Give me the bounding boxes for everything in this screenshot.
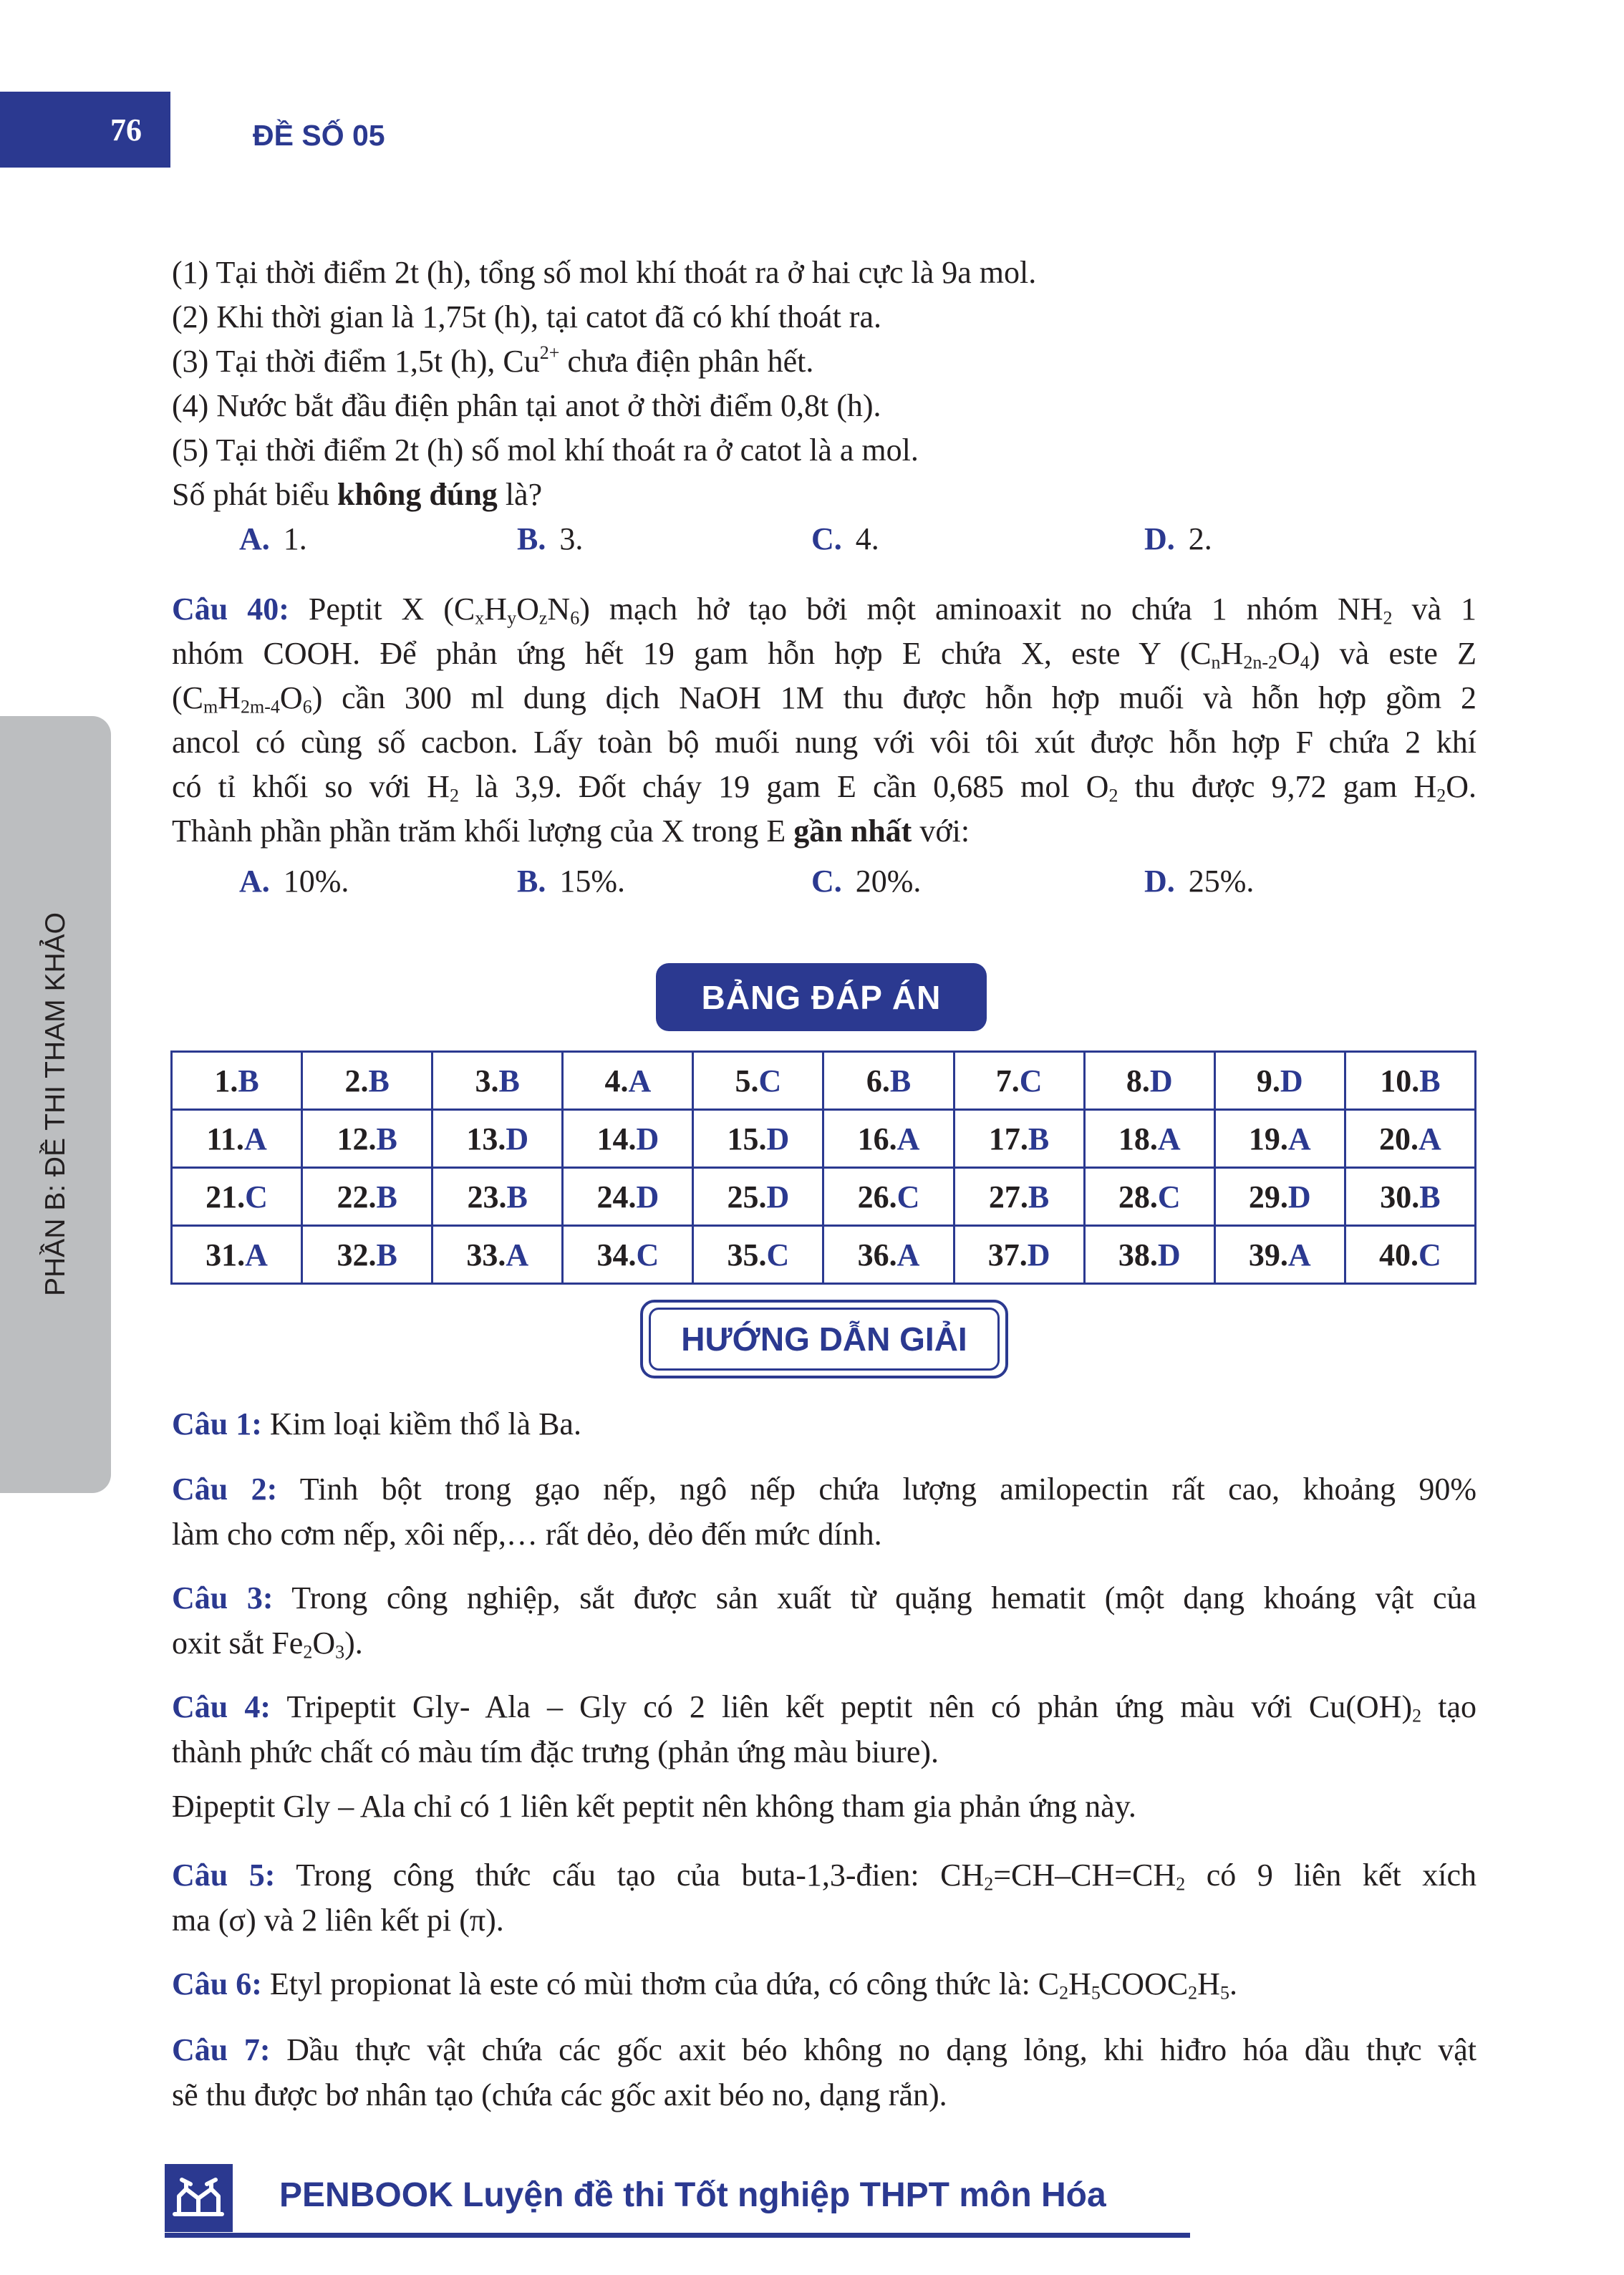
answer-choice: C <box>1418 1237 1441 1272</box>
answer-cell <box>954 1168 1084 1226</box>
answer-cell <box>302 1052 432 1110</box>
q40-body <box>172 587 1476 854</box>
solution-4: Câu 4: Tripeptit Gly- Ala – Gly có 2 liên kết peptit nên có phản ứng màu với $Cu(OH)_2$ tạo thành phức chất có màu tím đặc trưng (phản ứng màu biure). Đipeptit Gly – Ala chỉ có 1 liên kết peptit nên không tham gia phản ứng này. <box>172 1689 1477 1824</box>
answer-number: 37. <box>987 1237 1028 1272</box>
answer-choice: B <box>376 1121 397 1156</box>
footer-title: PENBOOK Luyện đề thi Tốt nghiệp THPT môn Hóa <box>279 2176 1106 2214</box>
answer-choice: C <box>1019 1063 1043 1098</box>
answer-cell <box>1214 1168 1345 1226</box>
answer-cell <box>693 1226 823 1284</box>
answer-number: 34. <box>596 1237 637 1272</box>
answer-choice: B <box>376 1179 397 1214</box>
answer-number: 25. <box>727 1179 767 1214</box>
answer-cell <box>1214 1226 1345 1284</box>
statement-2: (2) Khi thời gian là 1,75t (h), tại catot đã có khí thoát ra. <box>172 299 881 334</box>
answer-choice: A <box>1157 1121 1181 1156</box>
answer-choice: D <box>1027 1237 1050 1272</box>
answer-choice: B <box>1028 1121 1050 1156</box>
q40-options <box>0 859 1624 904</box>
statement-4: (4) Nước bắt đầu điện phân tại anot ở thời điểm 0,8t (h). <box>172 388 881 423</box>
answer-number: 27. <box>988 1179 1028 1214</box>
q39-statements <box>172 251 1476 517</box>
answer-choice: A <box>1418 1121 1441 1156</box>
answer-cell <box>693 1110 823 1168</box>
solutions-heading <box>640 1300 1008 1378</box>
answer-choice: C <box>758 1063 782 1098</box>
answer-cell <box>172 1110 302 1168</box>
answer-choice: B <box>1028 1179 1050 1214</box>
answer-choice: D <box>636 1121 659 1156</box>
answer-row <box>172 1168 1476 1226</box>
q40-option-b: B. 15%. <box>517 864 626 899</box>
answer-cell <box>954 1226 1084 1284</box>
answer-number: 6. <box>866 1063 890 1098</box>
q39-option-d: D. 2. <box>1144 521 1212 556</box>
answer-cell <box>1084 1052 1214 1110</box>
answer-choice: D <box>1149 1063 1173 1098</box>
answer-number: 33. <box>466 1237 506 1272</box>
answer-cell <box>172 1226 302 1284</box>
q40-line-2: nhóm COOH. Để phản ứng hết 19 gam hỗn hợp E chứa X, este Y $(C_nH_{2n-2}O_4)$ và este Z <box>172 636 1476 673</box>
q40-option-d: D. 25%. <box>1144 864 1255 899</box>
answer-number: 30. <box>1380 1179 1420 1214</box>
q40-option-a: A. 10%. <box>239 864 349 899</box>
answer-key-table <box>170 1050 1476 1285</box>
answer-cell <box>432 1168 563 1226</box>
answer-number: 31. <box>206 1237 246 1272</box>
answer-choice: B <box>238 1063 259 1098</box>
answer-cell <box>1084 1110 1214 1168</box>
exam-title: ĐỀ SỐ 05 <box>253 119 385 152</box>
answer-cell <box>1214 1052 1345 1110</box>
answer-choice: A <box>506 1237 529 1272</box>
answer-number: 15. <box>727 1121 767 1156</box>
answer-number: 35. <box>727 1237 767 1272</box>
answer-cell <box>823 1226 954 1284</box>
answer-choice: C <box>245 1179 268 1214</box>
answer-choice: D <box>506 1121 529 1156</box>
page-number: 76 <box>0 92 170 168</box>
answer-cell <box>693 1168 823 1226</box>
solution-5: Câu 5: Trong công thức cấu tạo của buta-1,3-đien: $CH_2=CH-CH=CH_2$ có 9 liên kết xích ma (σ) và 2 liên kết pi (π). <box>172 1858 1476 1938</box>
answer-choice: B <box>506 1179 528 1214</box>
answer-number: 21. <box>206 1179 246 1214</box>
answer-choice: B <box>368 1063 390 1098</box>
answer-number: 12. <box>337 1121 377 1156</box>
answer-choice: D <box>766 1179 790 1214</box>
answer-cell <box>1084 1226 1214 1284</box>
side-tab-label: PHẦN B: ĐỀ THI THAM KHẢO <box>40 912 71 1296</box>
answer-choice: A <box>896 1121 920 1156</box>
answer-number: 13. <box>466 1121 506 1156</box>
q39-prompt: Số phát biểu không đúng là? <box>172 477 543 512</box>
q39-options <box>0 517 1624 561</box>
answer-choice: B <box>498 1063 520 1098</box>
answer-row <box>172 1052 1476 1110</box>
footer-divider <box>165 2233 1190 2238</box>
answer-choice: B <box>376 1237 397 1272</box>
answer-number: 17. <box>988 1121 1028 1156</box>
q40-line-6: Thành phần phần trăm khối lượng của X trong E gần nhất với: <box>172 813 970 849</box>
q40-option-c: C. 20%. <box>811 864 922 899</box>
answer-choice: B <box>1419 1063 1441 1098</box>
answer-cell <box>823 1168 954 1226</box>
answer-number: 18. <box>1118 1121 1158 1156</box>
answer-cell <box>823 1110 954 1168</box>
answer-number: 32. <box>337 1237 377 1272</box>
answer-cell <box>1214 1110 1345 1168</box>
answer-cell <box>954 1052 1084 1110</box>
answer-number: 29. <box>1248 1179 1288 1214</box>
answer-choice: D <box>1280 1063 1303 1098</box>
q39-option-b: B. 3. <box>517 521 584 556</box>
answer-choice: C <box>636 1237 659 1272</box>
answer-number: 9. <box>1256 1063 1280 1098</box>
answer-choice: B <box>889 1063 912 1098</box>
answer-choice: D <box>1287 1179 1311 1214</box>
answer-cell <box>693 1052 823 1110</box>
answer-cell <box>823 1052 954 1110</box>
answer-number: 16. <box>857 1121 897 1156</box>
answer-number: 1. <box>214 1063 238 1098</box>
answer-choice: C <box>896 1179 920 1214</box>
solutions-heading-label: HƯỚNG DẪN GIẢI <box>649 1308 1000 1371</box>
answer-number: 4. <box>604 1063 629 1098</box>
answer-choice: C <box>766 1237 790 1272</box>
answer-cell <box>1345 1110 1475 1168</box>
answer-choice: A <box>628 1063 652 1098</box>
answer-row <box>172 1226 1476 1284</box>
answer-number: 40. <box>1379 1237 1419 1272</box>
answer-choice: A <box>896 1237 920 1272</box>
answer-cell <box>1345 1052 1475 1110</box>
penbook-logo-icon <box>165 2164 233 2232</box>
answer-choice: D <box>1157 1237 1181 1272</box>
answer-number: 2. <box>344 1063 369 1098</box>
answer-number: 10. <box>1380 1063 1420 1098</box>
answer-cell <box>302 1110 432 1168</box>
answer-number: 28. <box>1118 1179 1158 1214</box>
answer-number: 20. <box>1379 1121 1419 1156</box>
q39-option-c: C. 4. <box>811 521 879 556</box>
answer-choice: C <box>1157 1179 1181 1214</box>
answer-number: 7. <box>995 1063 1020 1098</box>
answer-number: 5. <box>735 1063 759 1098</box>
answer-number: 23. <box>467 1179 507 1214</box>
answer-number: 39. <box>1248 1237 1288 1272</box>
answer-number: 38. <box>1118 1237 1158 1272</box>
answer-number: 3. <box>475 1063 499 1098</box>
answer-cell <box>563 1226 693 1284</box>
solution-3: Câu 3: Trong công nghiệp, sắt được sản xuất từ quặng hematit (một dạng khoáng vật của oxit sắt $Fe_2O_3$). <box>172 1580 1476 1663</box>
answer-cell <box>563 1168 693 1226</box>
statement-1: (1) Tại thời điểm 2t (h), tổng số mol khí thoát ra ở hai cực là 9a mol. <box>172 255 1037 290</box>
solution-6: Câu 6: Etyl propionat là este có mùi thơm của dứa, có công thức là: $C_2H_5COOC_2H_5$. <box>172 1966 1237 2004</box>
answer-cell <box>172 1052 302 1110</box>
solution-2: Câu 2: Tinh bột trong gạo nếp, ngô nếp chứa lượng amilopectin rất cao, khoảng 90% làm cho cơm nếp, xôi nếp,… rất dẻo, dẻo đến mức dính. <box>172 1472 1476 1552</box>
answer-cell <box>302 1168 432 1226</box>
answer-number: 19. <box>1248 1121 1288 1156</box>
answer-number: 8. <box>1126 1063 1150 1098</box>
answer-cell <box>1345 1226 1475 1284</box>
answer-choice: D <box>766 1121 790 1156</box>
answer-cell <box>302 1226 432 1284</box>
answer-row <box>172 1110 1476 1168</box>
answer-choice: A <box>1287 1121 1311 1156</box>
answer-number: 22. <box>337 1179 377 1214</box>
answer-number: 14. <box>596 1121 637 1156</box>
answer-key-heading: BẢNG ĐÁP ÁN <box>656 963 987 1031</box>
answer-cell <box>432 1052 563 1110</box>
q39-option-a: A. 1. <box>239 521 307 556</box>
answer-cell <box>563 1110 693 1168</box>
answer-cell <box>432 1226 563 1284</box>
answer-cell <box>563 1052 693 1110</box>
answer-choice: A <box>245 1237 268 1272</box>
answer-cell <box>954 1110 1084 1168</box>
q40-line-1: Câu 40: Peptit X $(C_xH_yO_zN_6)$ mạch hở tạo bởi một aminoaxit no chứa 1 nhóm $NH_2$ và 1 <box>172 591 1477 629</box>
answer-number: 36. <box>857 1237 897 1272</box>
answer-number: 26. <box>857 1179 897 1214</box>
statement-3: (3) Tại thời điểm 1,5t (h), $Cu^{2+}$ chưa điện phân hết. <box>172 342 814 379</box>
answer-cell <box>1084 1168 1214 1226</box>
solution-1: Câu 1: Kim loại kiềm thổ là Ba. <box>172 1406 581 1441</box>
solution-7: Câu 7: Dầu thực vật chứa các gốc axit béo không no dạng lỏng, khi hiđro hóa dầu thực vật sẽ thu được bơ nhân tạo (chứa các gốc axit béo no, dạng rắn). <box>172 2032 1476 2112</box>
answer-number: 24. <box>596 1179 637 1214</box>
q40-line-4: ancol có cùng số cacbon. Lấy toàn bộ muối nung với vôi tôi xút được hỗn hợp F chứa 2 khí <box>172 725 1476 760</box>
q40-line-3: $(C_mH_{2m-4}O_6)$ cần 300 ml dung dịch NaOH 1M thu được hỗn hợp muối và hỗn hợp gồm 2 <box>172 680 1476 718</box>
answer-cell <box>1345 1168 1475 1226</box>
q40-line-5: có tỉ khối so với $H_2$ là 3,9. Đốt cháy 19 gam E cần 0,685 mol $O_2$ thu được 9,72 gam $H_2O$. <box>172 769 1477 806</box>
answer-number: 11. <box>206 1121 244 1156</box>
answer-choice: D <box>636 1179 659 1214</box>
answer-cell <box>432 1110 563 1168</box>
answer-cell <box>172 1168 302 1226</box>
statement-5: (5) Tại thời điểm 2t (h) số mol khí thoát ra ở catot là a mol. <box>172 433 919 468</box>
answer-choice: A <box>1287 1237 1311 1272</box>
answer-choice: B <box>1419 1179 1441 1214</box>
answer-choice: A <box>243 1121 267 1156</box>
